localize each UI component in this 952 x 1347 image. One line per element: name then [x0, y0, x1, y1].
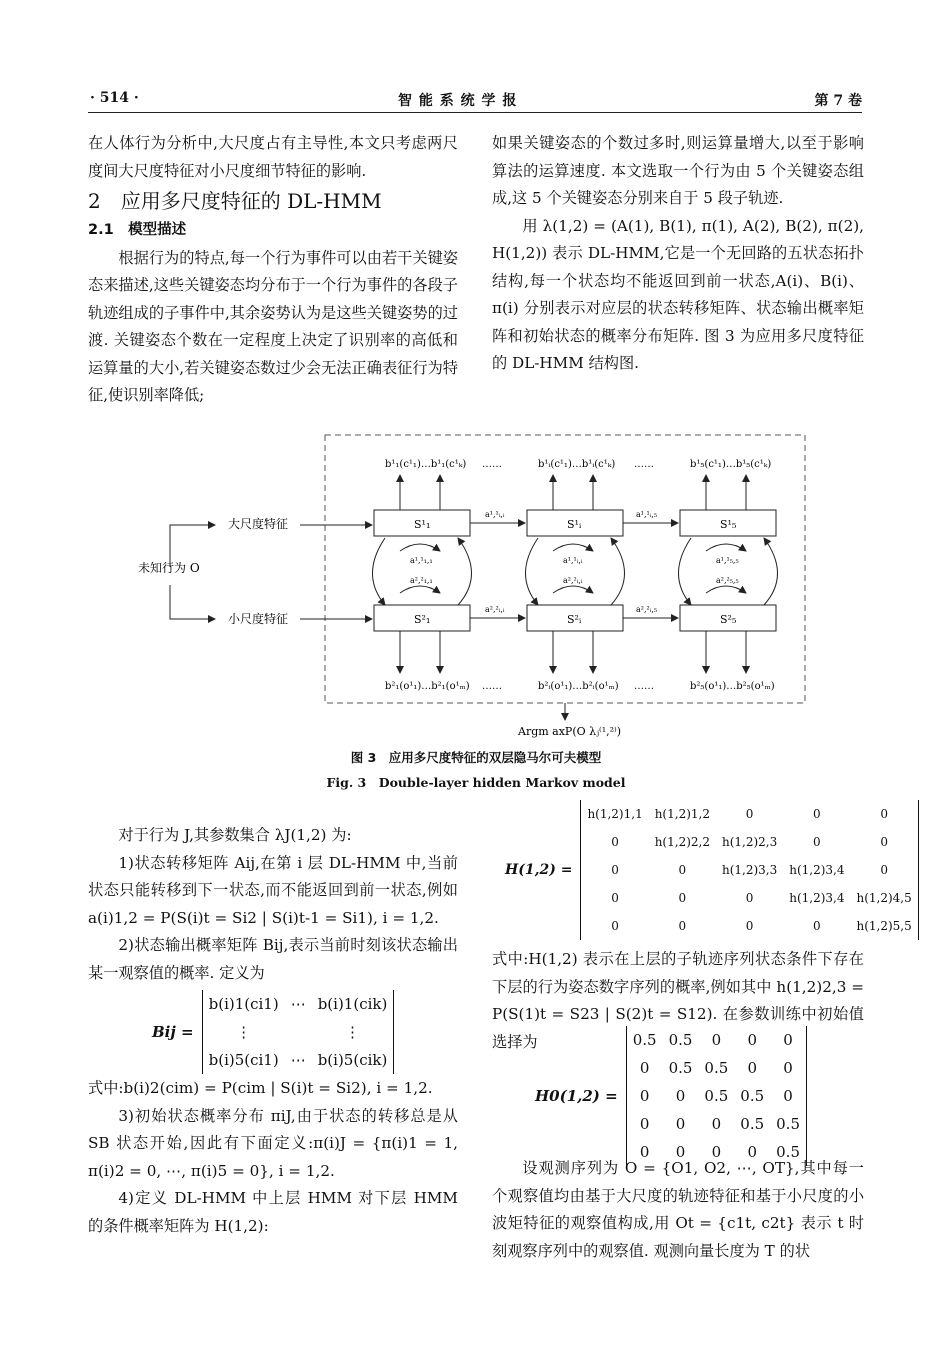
matrix-cell: h(1,2)4,5	[856, 891, 912, 905]
matrix-cell: 0.5	[776, 1143, 800, 1161]
ellipsis: ……	[482, 459, 502, 470]
h-matrix	[580, 800, 918, 940]
state-label: S¹₁	[414, 518, 431, 531]
b-matrix-equation	[152, 990, 394, 1074]
small-scale-label: 小尺度特征	[228, 612, 289, 626]
matrix-cell: 0	[880, 863, 888, 877]
paragraph: 如果关键姿态的个数过多时,则运算量增大,以至于影响算法的运算速度. 本文选取一个行为由 5 个关键姿态组成,这 5 个关键姿态分别来自于 5 段子轨迹.	[492, 134, 864, 207]
matrix-cell: h(1,2)5,5	[856, 919, 912, 933]
state-label: S²₁	[414, 613, 431, 626]
matrix-cell: 0	[745, 919, 754, 933]
emission-label: b¹₁(c¹₁)…b¹₁(c¹ₖ)	[385, 459, 467, 470]
right-column-end	[492, 1155, 864, 1265]
matrix-cell: h(1,2)3,3	[721, 863, 778, 877]
emission-label: b²₅(o¹₁)…b²₅(o¹ₘ)	[690, 681, 775, 692]
page-number: · 514 ·	[90, 90, 139, 106]
emission-label: b²ᵢ(o¹₁)…b²ᵢ(o¹ₘ)	[538, 681, 619, 692]
matrix-cell: 0	[813, 807, 821, 821]
matrix-cell: h(1,2)2,3	[721, 835, 778, 849]
transition-label: a¹,¹ᵢ,ᵢ	[485, 510, 505, 519]
left-column-end	[88, 1075, 458, 1240]
matrix-cell: 0	[747, 1031, 757, 1049]
matrix-cell: h(1,2)1,2	[654, 807, 710, 821]
large-scale-label: 大尺度特征	[228, 517, 289, 531]
matrix-cell: 0.5	[740, 1087, 765, 1105]
paragraph: 4)定义 DL-HMM 中上层 HMM 对下层 HMM 的条件概率矩阵为 H(1,2):	[88, 1189, 458, 1235]
right-column-top	[492, 130, 864, 378]
matrix-cell: 0	[880, 807, 888, 821]
matrix-cell: 0	[611, 891, 619, 905]
cross-label: a²,²₁,₁	[410, 576, 433, 585]
matrix-cell: 0.5	[704, 1059, 729, 1077]
cross-label: a¹,¹ᵢ,ᵢ	[563, 556, 583, 565]
matrix-cell: 0	[639, 1115, 650, 1133]
emission-label: b¹₅(c¹₁)…b¹₅(c¹ₖ)	[690, 459, 772, 470]
matrix-cell: 0	[711, 1143, 722, 1161]
h0-matrix	[626, 1026, 807, 1166]
matrix-cell: 0	[783, 1087, 793, 1105]
dl-hmm-figure	[0, 425, 952, 745]
matrix-cell: ⋮	[345, 1023, 361, 1041]
matrix-cell: b(i)5(cik)	[317, 1051, 388, 1069]
matrix-cell: 0	[675, 1115, 686, 1133]
paragraph: 对于行为 J,其参数集合 λJ(1,2) 为:	[118, 826, 352, 844]
matrix-cell: 0.5	[704, 1087, 729, 1105]
matrix-cell: 0	[611, 835, 619, 849]
transition-label: a²,²ᵢ,₅	[636, 605, 658, 614]
section-heading: 2 应用多尺度特征的 DL-HMM	[88, 189, 382, 213]
matrix-label: Bij =	[152, 1023, 194, 1041]
state-label: S²₅	[720, 613, 737, 626]
paragraph: 1)状态转移矩阵 Aij,在第 i 层 DL-HMM 中,当前状态只能转移到下一状态,而不能返回到前一状态,例如 a(i)1,2 = P(S(i)t = Si2 | S(i)t-1 = Si1), i = 1,2.	[88, 853, 458, 927]
matrix-cell: 0.5	[668, 1059, 693, 1077]
paragraph: 用 λ(1,2) = (A(1), B(1), π(1), A(2), B(2), π(2), H(1,2)) 表示 DL-HMM,它是一个无回路的五状态拓扑结构,每一个状态均不能返回到前一状态,A(i)、B(i)、π(i) 分别表示对应层的状态转移矩阵、状态输出概率矩阵和初始状态的概率分布矩阵. 图 3 为应用多尺度特征的 DL-HMM 结构图.	[492, 216, 864, 372]
matrix-cell: 0	[611, 919, 619, 933]
matrix-cell: h(1,2)3,4	[789, 863, 845, 877]
ellipsis: ……	[634, 459, 654, 470]
matrix-cell: 0	[711, 1031, 722, 1049]
matrix-cell: b(i)5(ci1)	[208, 1051, 279, 1069]
matrix-cell: 0	[813, 835, 821, 849]
matrix-cell	[285, 1018, 312, 1046]
matrix-cell: 0.5	[668, 1031, 693, 1049]
matrix-cell: 0	[745, 891, 754, 905]
figure-dashed-frame	[325, 435, 805, 703]
matrix-cell: 0	[678, 891, 687, 905]
cross-label: a²,²₅,₅	[716, 576, 739, 585]
matrix-label: H0(1,2) =	[535, 1087, 618, 1105]
paragraph: 3)初始状态概率分布 πiJ,由于状态的转移总是从 SB 状态开始,因此有下面定义:π(i)J = {π(i)1 = 1, π(i)2 = 0, ⋯, π(i)5 = 0}, i = 1,2.	[88, 1106, 458, 1180]
running-header	[88, 86, 862, 113]
volume-number: 第 7 卷	[814, 93, 862, 109]
paragraph: 设观测序列为 O = {O1, O2, ⋯, OT},其中每一个观察值均由基于大尺度的轨迹特征和基于小尺度的小波矩特征的观察值构成,用 Ot = {c1t, c2t} 表示 t 时刻观察序列中的观察值. 观测向量长度为 T 的状	[492, 1159, 864, 1260]
matrix-cell: 0	[711, 1115, 722, 1133]
subsection-heading: 2.1 模型描述	[88, 222, 187, 238]
paragraph: 式中:H(1,2) 表示在上层的子轨迹序列状态条件下存在下层的行为姿态数字序列的概率,例如其中 h(1,2)2,3 = P(S(1)t = S23 | S(2)t = S12). 在参数训练中初始值选择为	[492, 950, 864, 1051]
matrix-cell: ⋮	[236, 1023, 252, 1041]
matrix-cell: b(i)1(ci1)	[208, 995, 279, 1013]
matrix-cell: 0.5	[632, 1031, 657, 1049]
matrix-cell: 0	[639, 1143, 650, 1161]
h0-matrix-equation	[535, 1026, 807, 1166]
matrix-cell: 0	[745, 807, 754, 821]
figure-caption-en: Fig. 3 Double-layer hidden Markov model	[326, 775, 626, 790]
paragraph: 在人体行为分析中,大尺度占有主导性,本文只考虑两尺度间大尺度特征对小尺度细节特征的影响.	[88, 134, 458, 180]
matrix-cell: h(1,2)1,1	[587, 807, 643, 821]
matrix-label: H(1,2) =	[505, 862, 573, 878]
left-column-top	[88, 130, 458, 410]
matrix-cell: 0	[678, 919, 687, 933]
matrix-cell: 0	[611, 863, 619, 877]
matrix-cell: 0	[747, 1143, 757, 1161]
figure-caption-cn: 图 3 应用多尺度特征的双层隐马尔可夫模型	[350, 750, 602, 765]
transition-label: a²,²ᵢ,ᵢ	[485, 605, 505, 614]
emission-label: b¹ᵢ(c¹₁)…b¹ᵢ(c¹ₖ)	[538, 459, 616, 470]
paragraph: 式中:b(i)2(cim) = P(cim | S(i)t = Si2), i = 1,2.	[88, 1079, 433, 1097]
matrix-cell: 0	[675, 1087, 686, 1105]
h-matrix-equation	[505, 800, 919, 940]
matrix-cell: 0	[678, 863, 687, 877]
emission-label: b²₁(o¹₁)…b²₁(o¹ₘ)	[385, 681, 470, 692]
matrix-cell: 0	[880, 835, 888, 849]
matrix-cell: 0	[813, 919, 821, 933]
matrix-cell: 0.5	[740, 1115, 765, 1133]
b-matrix	[202, 990, 395, 1074]
transition-label: a¹,¹ᵢ,₅	[636, 510, 658, 519]
cross-label: a²,²ᵢ,ᵢ	[563, 576, 583, 585]
argmax-label: Argm axP(O λⱼ⁽¹,²⁾)	[518, 725, 622, 738]
matrix-cell: ⋯	[290, 995, 306, 1013]
matrix-cell: 0	[639, 1059, 650, 1077]
state-label: S¹ᵢ	[567, 518, 582, 531]
cross-label: a¹,¹₅,₅	[716, 556, 739, 565]
left-column-bottom	[88, 822, 458, 987]
matrix-cell: 0	[783, 1031, 793, 1049]
state-label: S¹₅	[720, 518, 737, 531]
matrix-cell: 0	[783, 1059, 793, 1077]
matrix-cell: 0.5	[776, 1115, 800, 1133]
matrix-cell: 0	[675, 1143, 686, 1161]
matrix-cell: 0	[639, 1087, 650, 1105]
matrix-cell: b(i)1(cik)	[317, 995, 388, 1013]
matrix-cell: h(1,2)2,2	[654, 835, 710, 849]
ellipsis: ……	[482, 681, 502, 692]
matrix-cell: h(1,2)3,4	[789, 891, 845, 905]
matrix-cell: 0	[747, 1059, 757, 1077]
ellipsis: ……	[634, 681, 654, 692]
paragraph: 2)状态输出概率矩阵 Bij,表示当前时刻该状态输出某一观察值的概率. 定义为	[88, 936, 458, 982]
matrix-cell: ⋯	[290, 1051, 306, 1069]
journal-name: 智 能 系 统 学 报	[398, 93, 518, 109]
state-label: S²ᵢ	[567, 613, 582, 626]
cross-label: a¹,¹₁,₁	[410, 556, 433, 565]
unknown-behavior-label: 未知行为 O	[138, 561, 200, 575]
paragraph: 根据行为的特点,每一个行为事件可以由若干关键姿态来描述,这些关键姿态均分布于一个行为事件的各段子轨迹组成的子事件中,其余姿势认为是这些关键姿势的过渡. 关键姿态个数在一定程度上决定了识别率的高低和运算量的大小,若关键姿态数过少会无法正确表征行为特征,使识别率降低;	[88, 248, 458, 404]
